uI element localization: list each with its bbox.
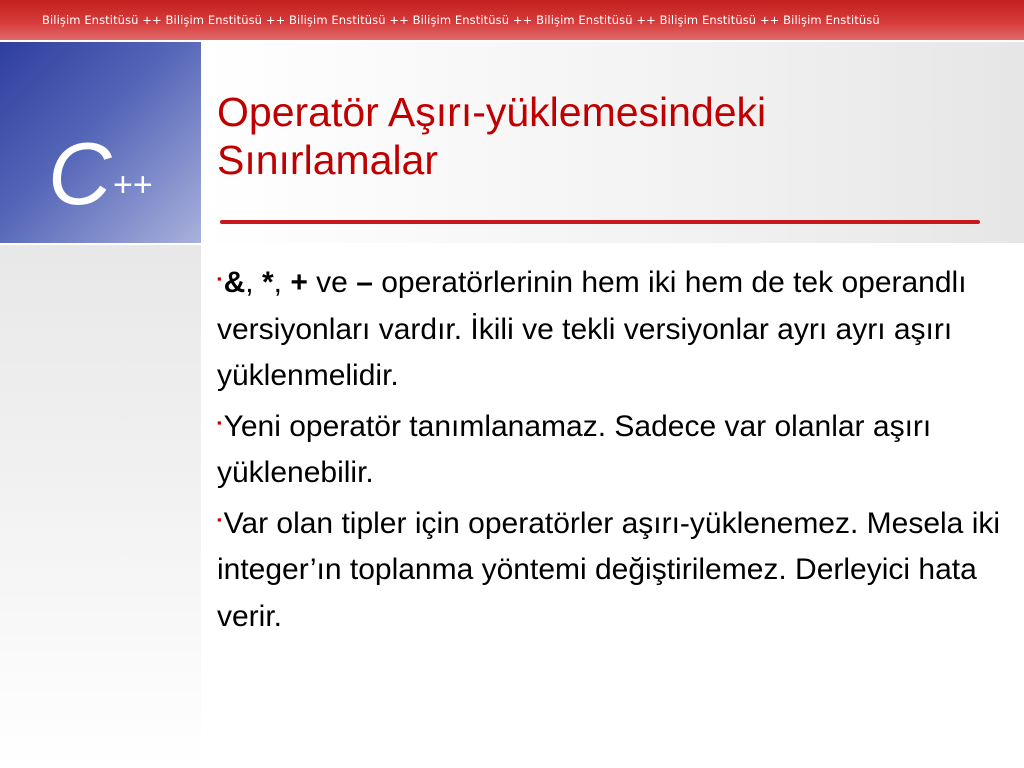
list-item — [217, 400, 1007, 497]
separator: , — [245, 266, 262, 299]
bullet-text: Var olan tipler için operatörler aşırı-yüklenemez. Mesela iki integer’ın toplanma yöntemi değiştirilemez. Derleyici hata verir. — [217, 506, 1001, 633]
logo-plus: ++ — [113, 166, 153, 204]
conjunction: ve — [307, 266, 357, 299]
operator-plus: + — [290, 266, 308, 299]
operator-star: * — [261, 266, 274, 299]
bullet-icon: ▪ — [217, 271, 222, 286]
slide-title-line2: Sınırlamalar — [217, 137, 439, 183]
bullet-text: operatörlerinin hem iki hem de tek operandlı versiyonları vardır. İkili ve tekli versiyonlar ayrı ayrı aşırı yüklenmelidir. — [217, 266, 967, 392]
vertical-divider — [201, 42, 203, 243]
separator: , — [273, 266, 291, 299]
logo-letter: C — [48, 124, 112, 223]
operator-ampersand: & — [223, 266, 246, 299]
bullet-text: Yeni operatör tanımlanamaz. Sadece var olanlar aşırı yüklenebilir. — [217, 409, 932, 489]
bullet-icon: ▪ — [217, 511, 222, 527]
cpp-logo — [0, 42, 201, 243]
title-underline — [220, 220, 980, 224]
bullet-icon: ▪ — [217, 414, 222, 430]
top-banner — [0, 0, 1024, 40]
bullet-list — [217, 256, 1007, 640]
operator-minus: – — [356, 266, 373, 299]
slide-title-line1: Operatör Aşırı-yüklemesindeki — [217, 89, 767, 135]
list-item — [217, 256, 1007, 400]
left-strip — [0, 245, 201, 768]
slide-title — [217, 88, 1007, 184]
list-item — [217, 497, 1007, 641]
banner-text: Bilişim Enstitüsü ++ Bilişim Enstitüsü ++ Bilişim Enstitüsü ++ Bilişim Enstitüsü ++ Bilişim Enstitüsü ++ Bilişim Enstitüsü ++ Bilişim Enstitüsü — [42, 13, 880, 27]
